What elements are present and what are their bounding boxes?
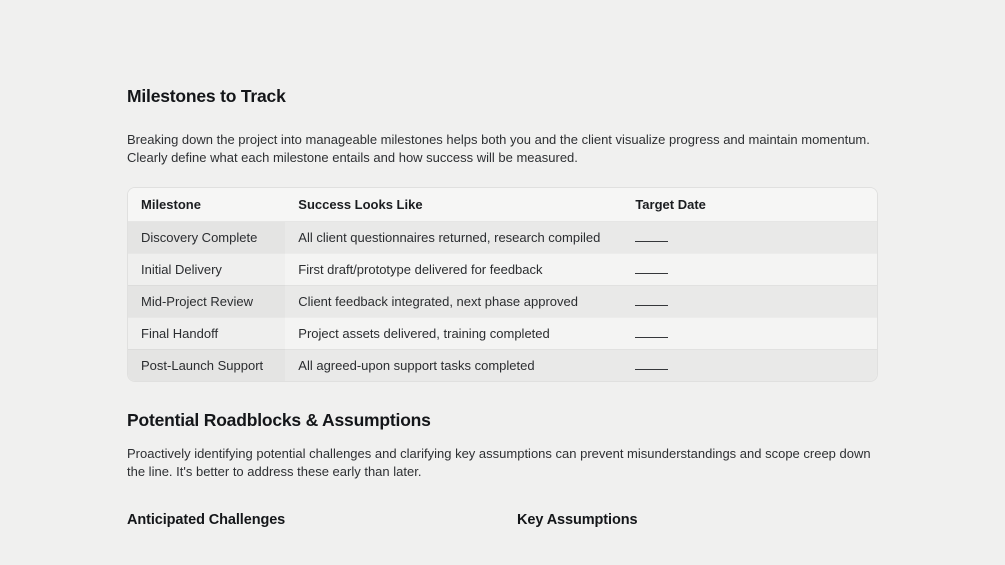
milestones-table: [128, 188, 877, 381]
header-target-date: Target Date: [622, 188, 877, 221]
milestones-table-body: [128, 221, 877, 381]
target-date-blank-line: [635, 360, 668, 370]
milestone-row: [128, 285, 877, 317]
target-date-blank-line: [635, 296, 668, 306]
milestones-table-container: [127, 187, 878, 382]
target-date-cell: [622, 317, 877, 349]
target-date-blank-line: [635, 328, 668, 338]
roadblocks-description: Proactively identifying potential challenges and clarifying key assumptions can prevent misunderstandings and scope creep down the line. It's better to address these early than later.: [127, 446, 871, 479]
milestone-name-cell: Discovery Complete: [128, 221, 285, 253]
success-looks-like-cell: Project assets delivered, training completed: [285, 317, 622, 349]
roadblocks-section-title: Potential Roadblocks & Assumptions: [127, 410, 431, 430]
header-milestone: Milestone: [128, 188, 285, 221]
document-page: [127, 0, 878, 528]
target-date-cell: [622, 221, 877, 253]
milestone-name-cell: Post-Launch Support: [128, 349, 285, 381]
target-date-cell: [622, 253, 877, 285]
anticipated-challenges-heading: Anticipated Challenges: [127, 512, 286, 528]
header-row: [128, 188, 877, 221]
milestone-row: [128, 317, 877, 349]
success-looks-like-cell: Client feedback integrated, next phase approved: [285, 285, 622, 317]
milestones-section: [127, 86, 878, 382]
target-date-cell: [622, 349, 877, 381]
milestone-row: [128, 221, 877, 253]
success-looks-like-cell: First draft/prototype delivered for feedback: [285, 253, 622, 285]
key-assumptions-heading: Key Assumptions: [517, 512, 638, 528]
target-date-blank-line: [635, 264, 668, 274]
success-looks-like-cell: All agreed-upon support tasks completed: [285, 349, 622, 381]
milestones-section-title: Milestones to Track: [127, 86, 286, 106]
milestones-table-header: [128, 188, 877, 221]
roadblocks-columns: [127, 512, 878, 528]
target-date-blank-line: [635, 232, 668, 242]
milestone-row: [128, 253, 877, 285]
milestone-name-cell: Final Handoff: [128, 317, 285, 349]
milestone-name-cell: Mid-Project Review: [128, 285, 285, 317]
success-looks-like-cell: All client questionnaires returned, research compiled: [285, 221, 622, 253]
header-success-looks-like: Success Looks Like: [285, 188, 622, 221]
target-date-cell: [622, 285, 877, 317]
roadblocks-section: [127, 410, 878, 528]
milestone-row: [128, 349, 877, 381]
milestones-description: Breaking down the project into manageable milestones helps both you and the client visualize progress and maintain momentum. Clearly define what each milestone entails and how success will be measured.: [127, 132, 870, 165]
milestone-name-cell: Initial Delivery: [128, 253, 285, 285]
